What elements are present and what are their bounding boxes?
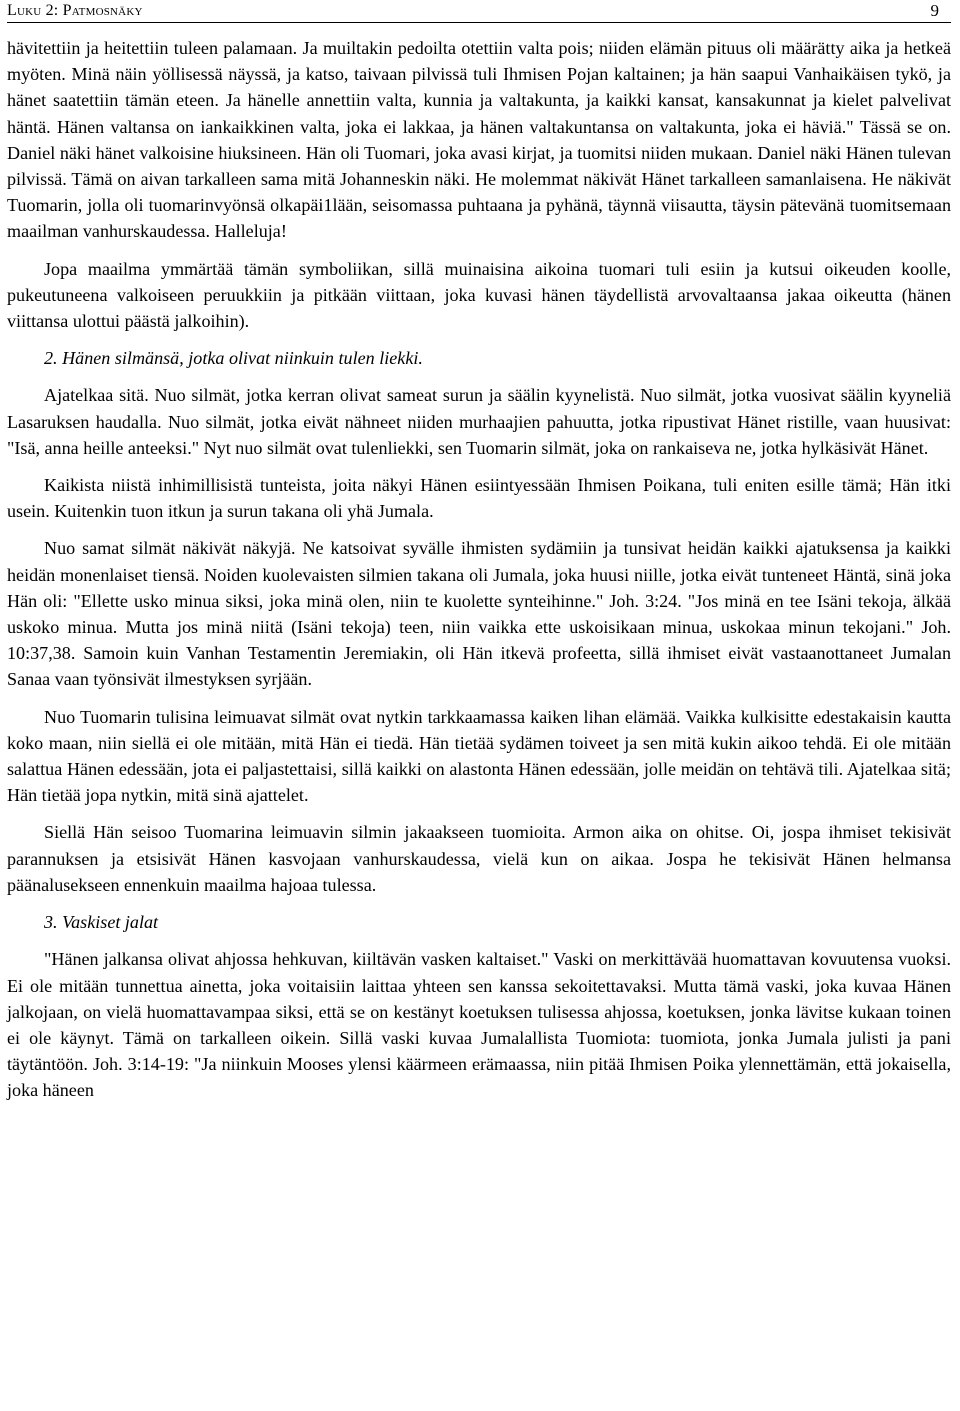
running-header bbox=[7, 0, 951, 23]
chapter-title: Luku 2: Patmosnäky bbox=[7, 2, 143, 19]
section-heading: 2. Hänen silmänsä, jotka olivat niinkuin tulen liekki. bbox=[44, 348, 423, 369]
paragraph-continuation: hävitettiin ja heitettiin tuleen palamaan. Ja muiltakin pedoilta otettiin valta pois; niiden elämän pituus oli määrätty aika ja hetkeä myöten. Minä näin yöllisessä näyssä, ja katso, taivaan pilvissä tuli Ihmisen Pojan kaltainen; ja hän saapui Vanhaikäisen tykö, ja hänet saatettiin tämän eteen. Ja hänelle annettiin valta, kunnia ja valtakunta, ja kaikki kansat, kansakunnat ja kielet palvelivat häntä. Hänen valtansa on iankaikkinen valta, joka ei lakkaa, ja hänen valtakuntansa on valtakunta, joka ei häviä." Tässä se on. Daniel näki hänet valkoisine hiuksineen. Hän oli Tuomari, joka avasi kirjat, ja tuomitsi niiden mukaan. Daniel näki Hänen tulevan pilvissä. Tämä on aivan tarkalleen sama mitä Johanneskin näki. He molemmat näkivät Hänet tarkalleen samanlaisena. He näkivät Tuomarin, jolla oli tuomarinvyönsä olkapäi1lään, seisomassa puhtaana ja pyhänä, täynnä viisautta, täysin pätevänä tuomitsemaan maailman vanhurskaudessa. Halleluja! bbox=[7, 38, 951, 242]
paragraph: Kaikista niistä inhimillisistä tunteista, joita näkyi Hänen esiintyessään Ihmisen Poikana, tuli eniten esille tämä; Hän itki usein. Kuitenkin tuon itkun ja surun takana oli yhä Jumala. bbox=[7, 475, 951, 522]
section-heading: 3. Vaskiset jalat bbox=[44, 912, 159, 933]
paragraph: Jopa maailma ymmärtää tämän symboliikan, sillä muinaisina aikoina tuomari tuli esiin ja kutsui oikeuden koolle, pukeutuneena valkoiseen peruukkiin ja pitkään viittaan, joka kuvasi hänen täydellistä arvovaltaansa jakaa oikeutta (hänen viittansa ulottui päästä jalkoihin). bbox=[7, 258, 951, 332]
paragraph: Nuo samat silmät näkivät näkyjä. Ne katsoivat syvälle ihmisten sydämiin ja tunsivat heidän kaikki ajatuksensa ja kaikki heidän monenlaiset tiensä. Noiden kuolevaisten silmien takana oli Jumala, joka huusi niille, jotka eivät tunteneet Häntä, sinä joka Hän oli: "Ellette usko minua siksi, joka minä olen, niin te kuolette synteihinne." Joh. 3:24. "Jos minä en tee Isäni tekoja, älkää uskoko minua. Mutta jos minä niitä (Isäni tekoja) teen, niin vaikka ette uskoisikaan minua, uskokaa minun tekojani." Joh. 10:37,38. Samoin kuin Vanhan Testamentin Jeremiakin, oli Hän itkevä profeetta, sillä ihmiset eivät vastaanottaneet Jumalan Sanaa vaan työnsivät ilmestyksen syrjään. bbox=[7, 538, 951, 690]
paragraph: Siellä Hän seisoo Tuomarina leimuavin silmin jakaakseen tuomioita. Armon aika on ohitse. Oi, jospa ihmiset tekisivät parannuksen ja etsisivät Hänen kasvojaan vanhurskaudessa, vielä kun on aikaa. Jospa he tekisivät Hänen helmansa päänalusekseen ennenkuin maailma hajoaa tulessa. bbox=[7, 822, 951, 895]
body-text bbox=[7, 35, 951, 1104]
paragraph: "Hänen jalkansa olivat ahjossa hehkuvan, kiiltävän vasken kaltaiset." Vaski on merkittävää huomattavan kovuutensa vuoksi. Ei ole mitään tunnettua ainetta, joka voitaisiin laittaa yhteen sen kanssa sekoitettavaksi. Mutta tämä vaski, joka kuvaa Hänen jalkojaan, on vielä huomattavampaa siksi, että se on kestänyt koetuksen tulisessa ahjossa, koetuksen, jonka lävitse kukaan toinen ei ole käynyt. Tämä on tarkalleen oikein. Sillä vaski kuvaa Jumalallista Tuomiota: tuomiota, jonka Jumala julisti ja pani täytäntöön. Joh. 3:14-19: "Ja niinkuin Mooses ylensi käärmeen erämaassa, niin pitää Ihmisen Poika ylennettämän, että jokaisella, joka häneen bbox=[7, 949, 951, 1101]
paragraph: Ajatelkaa sitä. Nuo silmät, jotka kerran olivat sameat surun ja säälin kyynelistä. Nuo silmät, jotka vuosivat säälin kyyneliä Lasaruksen haudalla. Nuo silmät, jotka eivät nähneet niiden murhaajien pahuutta, jotka ripustivat Hänet ristille, vaan huusivat: "Isä, anna heille anteeksi." Nyt nuo silmät ovat tulenliekki, sen Tuomarin silmät, joka on rankaiseva ne, jotka hylkäsivät Hänet. bbox=[7, 385, 951, 458]
page-number: 9 bbox=[930, 1, 939, 20]
document-page bbox=[7, 0, 951, 1115]
paragraph: Nuo Tuomarin tulisina leimuavat silmät ovat nytkin tarkkaamassa kaiken lihan elämää. Vaikka kulkisitte edestakaisin kautta koko maan, niin siellä ei ole mitään, mitä Hän ei tiedä. Hän tietää sydämen toiveet ja sen mitä kukin aikoo tehdä. Ei ole mitään salattua Hänen edessään, jota ei paljastettaisi, sillä kaikki on alastonta Hänen edessään, jolle meidän on tehtävä tili. Ajatelkaa sitä; Hän tietää jopa nytkin, mitä sinä ajattelet. bbox=[7, 706, 951, 806]
